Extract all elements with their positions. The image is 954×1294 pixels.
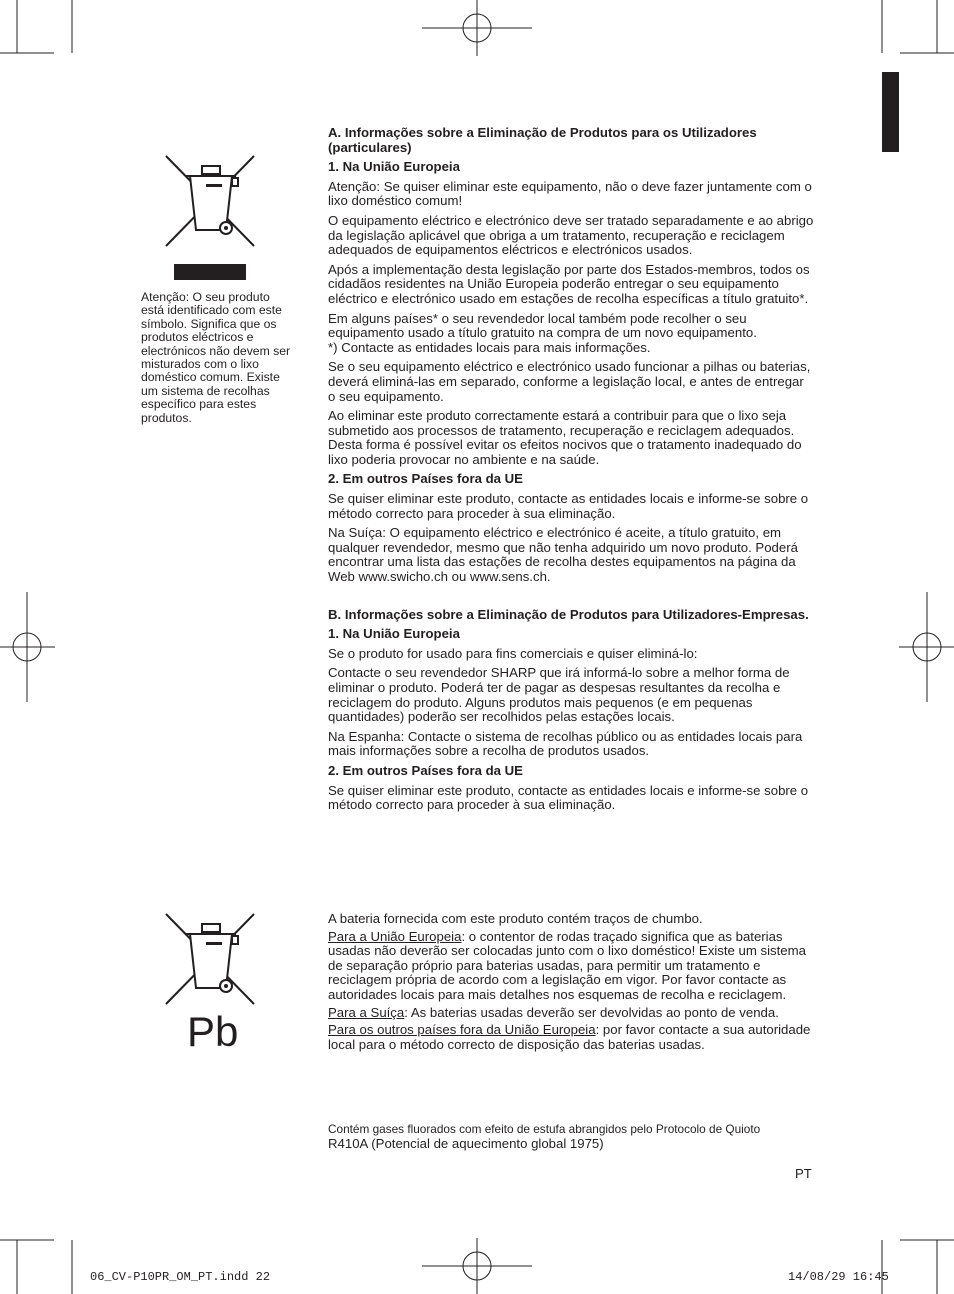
section-a-sub2: 2. Em outros Países fora da UE bbox=[328, 471, 523, 487]
section-b-sub2: 2. Em outros Países fora da UE bbox=[328, 762, 523, 778]
paragraph: A bateria fornecida com este produto contém traços de chumbo. bbox=[328, 911, 703, 926]
crossed-bin-icon bbox=[164, 154, 256, 248]
paragraph: Na Espanha: Contacte o sistema de recolhas público ou as entidades locais para mais informações sobre a recolha de produtos usados. bbox=[328, 728, 803, 759]
ch-text: : As baterias usadas deverão ser devolvidas ao ponto de venda. bbox=[404, 1004, 779, 1020]
footer-file: 06_CV-P10PR_OM_PT.indd 22 bbox=[90, 1270, 271, 1284]
paragraph: Em alguns países* o seu revendedor local também pode recolher o seu equipamento usado a título gratuito na compra de um novo equipamento. bbox=[328, 310, 757, 341]
language-tab bbox=[882, 72, 899, 152]
crossed-bin-icon bbox=[164, 912, 256, 1006]
fgas-line1: Contém gases fluorados com efeito de estufa abrangidos pelo Protocolo de Quioto bbox=[328, 1122, 761, 1136]
section-b-title: B. Informações sobre a Eliminação de Produtos para Utilizadores-Empresas. bbox=[328, 606, 809, 622]
battery-info bbox=[328, 912, 814, 1055]
paragraph: Após a implementação desta legislação por parte dos Estados-membros, todos os cidadãos residentes na União Europeia poderão entregar o seu equipamento eléctrico e electrónico usado em estações de recolha específicas a título gratuito*. bbox=[328, 261, 810, 306]
paragraph bbox=[328, 1006, 814, 1021]
fgas-line2: R410A (Potencial de aquecimento global 1975) bbox=[328, 1136, 604, 1151]
footer-date: 14/08/29 16:45 bbox=[788, 1270, 889, 1284]
paragraph: Se o produto for usado para fins comerciais e quiser eliminá-lo: bbox=[328, 645, 698, 661]
paragraph: Na Suíça: O equipamento eléctrico e electrónico é aceite, a título gratuito, em qualquer revendedor, mesmo que não tenha adquirido um novo produto. Poderá encontrar uma lista das estações de recolha destes equipamentos na página da Web www.swicho.ch ou www.sens.ch. bbox=[328, 525, 798, 585]
section-b-sub1: 1. Na União Europeia bbox=[328, 626, 460, 642]
pb-label: Pb bbox=[187, 1008, 239, 1055]
underline-bar bbox=[174, 264, 246, 280]
paragraph: Se quiser eliminar este produto, contacte as entidades locais e informe-se sobre o método correcto para proceder à sua eliminação. bbox=[328, 782, 809, 813]
paragraph bbox=[328, 930, 814, 1003]
paragraph: Se quiser eliminar este produto, contacte as entidades locais e informe-se sobre o método correcto para proceder à sua eliminação. bbox=[328, 491, 809, 521]
eu-text: : o contentor de rodas traçado significa que as baterias usadas não deverão ser colocadas junto com o lixo doméstico! Existe um sistema de separação próprio para baterias usadas, para permitir um tratamento e reciclagem própria de acordo com a legislação em vigor. Por favor contacte as autoridades locais para mais detalhes nos esquemas de recolha e reciclagem. bbox=[328, 928, 806, 1002]
paragraph: O equipamento eléctrico e electrónico deve ser tratado separadamente e ao abrigo da legislação aplicável que obriga a um tratamento, recuperação e reciclagem adequados de equipamentos eléctricos e electrónicos usados. bbox=[328, 212, 814, 258]
paragraph: Contacte o seu revendedor SHARP que irá informá-lo sobre a melhor forma de eliminar o produto. Poderá ter de pagar as despesas resultantes da recolha e reciclagem do produto. Alguns produtos mais pequenos (e em pequenas quantidades) poderão ser recolhidos pelas estações locais. bbox=[328, 665, 790, 725]
other-link: Para os outros países fora da União Europeia bbox=[328, 1022, 596, 1038]
paragraph: Ao eliminar este produto correctamente estará a contribuir para que o lixo seja submetido aos processos de tratamento, recuperação e reciclagem adequados. Desta forma é possível evitar os efeitos nocivos que o tratamento inadequado do lixo poderia provocar no ambiente e na saúde. bbox=[328, 408, 802, 467]
eu-link: Para a União Europeia bbox=[328, 928, 462, 944]
main-content bbox=[328, 126, 814, 818]
paragraph: *) Contacte as entidades locais para mais informações. bbox=[328, 339, 651, 355]
ch-link: Para a Suíça bbox=[328, 1004, 405, 1020]
other-text: : por favor contacte a sua autoridade local para o método correcto de disposição das baterias usadas. bbox=[328, 1022, 811, 1052]
section-a-title: A. Informações sobre a Eliminação de Produtos para os Utilizadores (particulares) bbox=[328, 125, 757, 155]
section-a-sub1: 1. Na União Europeia bbox=[328, 159, 460, 175]
page-language: PT bbox=[795, 1166, 812, 1181]
paragraph: Atenção: Se quiser eliminar este equipamento, não o deve fazer juntamente com o lixo doméstico comum! bbox=[328, 178, 812, 209]
side-note: Atenção: O seu produto está identificado com este símbolo. Significa que os produtos eléctricos e electrónicos não devem ser misturados com o lixo doméstico comum. Existe um sistema de recolhas específico para estes produtos. bbox=[141, 290, 291, 425]
paragraph: Se o seu equipamento eléctrico e electrónico usado funcionar a pilhas ou baterias, deverá eliminá-las em separado, conforme a legislação local, e antes de entregar o seu equipamento. bbox=[328, 359, 811, 404]
fgas-note bbox=[328, 1122, 814, 1151]
paragraph bbox=[328, 1023, 814, 1052]
